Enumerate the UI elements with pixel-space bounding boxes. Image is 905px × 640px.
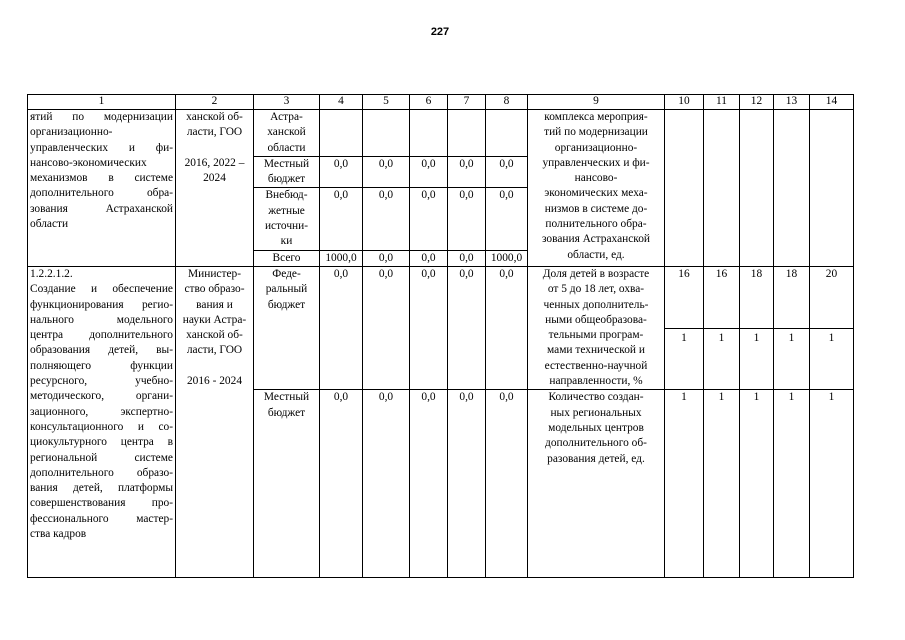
value-cell [448, 110, 486, 157]
text-line: ласти, ГОО [186, 126, 243, 139]
target-cell: 1 [774, 390, 810, 578]
value-cell: 0,0 [448, 390, 486, 578]
text-line: ными общеобразова- [545, 313, 647, 326]
text-line: ства кадров [30, 528, 87, 541]
text-line: области [267, 141, 306, 154]
col-header: 1 [28, 95, 176, 110]
text-line: фессионального мастер- [30, 512, 173, 525]
text-line: области [30, 218, 69, 231]
value-cell: 0,0 [363, 390, 410, 578]
text-line: дополнительного образо- [30, 466, 173, 479]
value-cell: 0,0 [363, 156, 410, 188]
text-line: Астра- [270, 111, 303, 123]
text-line: 2016 - 2024 [186, 375, 243, 388]
text-line: нансово- [574, 172, 618, 185]
col-header: 5 [363, 95, 410, 110]
text-line: ство образо- [184, 283, 245, 296]
col-header: 3 [254, 95, 320, 110]
target-value: 18 [740, 267, 773, 329]
value-cell: 0,0 [448, 250, 486, 266]
target-cell: 1 [810, 390, 854, 578]
text-line: ханской [267, 126, 306, 139]
value-cell: 0,0 [448, 266, 486, 389]
value-cell: 0,0 [363, 250, 410, 266]
text-line: ханской об- [186, 111, 243, 123]
text-line: ных региональных [550, 406, 642, 419]
text-line: организационно- [30, 126, 113, 139]
indicator-cell [528, 390, 665, 578]
col-header: 6 [410, 95, 448, 110]
text-line [178, 359, 251, 374]
col-header: 11 [704, 95, 740, 110]
text-line: Количество создан- [548, 391, 644, 404]
text-line: образования детей, вы- [30, 344, 173, 357]
text-line: совершенствования про- [30, 497, 173, 510]
text-line: жетные [268, 204, 305, 217]
target-value: 1 [718, 331, 725, 344]
text-line: 2024 [203, 172, 226, 185]
text-line [178, 141, 251, 156]
text-line: механизмов в системе [30, 172, 173, 185]
text-line: Феде- [272, 267, 301, 280]
value-cell [486, 110, 528, 157]
text-line: ласти, ГОО [186, 344, 243, 357]
text-line: от 5 до 18 лет, охва- [547, 283, 645, 296]
funding-source-cell [254, 110, 320, 157]
target-value: 1 [681, 331, 687, 344]
text-line: вания и [196, 298, 233, 311]
text-line: Внебюд- [265, 189, 308, 202]
target-cell [740, 266, 774, 389]
text-line: зования Астраханской [30, 202, 173, 215]
text-line: 1.2.2.1.2. [30, 267, 73, 280]
text-line: циокультурного центра в [30, 436, 173, 449]
page-number: 227 [430, 26, 450, 38]
value-cell: 0,0 [363, 266, 410, 389]
text-line: мами технической и [547, 344, 645, 357]
target-value: 1 [828, 331, 835, 344]
text-line: центра дополнительного [30, 329, 173, 342]
text-line: управленческих и фи- [30, 141, 173, 154]
col-header: 12 [740, 95, 774, 110]
text-line: ятий по модернизации [30, 111, 173, 123]
funding-source-cell [254, 156, 320, 188]
text-line: полняющего функции [30, 359, 173, 372]
table-row [28, 266, 854, 389]
text-line: полнительного обра- [545, 218, 647, 231]
target-value: 1 [788, 331, 795, 344]
text-line: разования детей, ед. [547, 452, 645, 465]
value-cell: 0,0 [320, 188, 363, 250]
text-line: ресурсного, учебно- [30, 375, 173, 388]
funding-source-cell [254, 188, 320, 250]
value-cell: 0,0 [410, 156, 448, 188]
target-cell [774, 110, 810, 267]
executor-cell [176, 110, 254, 267]
target-cell [665, 110, 704, 267]
column-number-row [28, 95, 854, 110]
text-line: нального модельного [30, 313, 173, 326]
target-value: 18 [774, 267, 809, 329]
value-cell [410, 110, 448, 157]
text-line: направленности, % [549, 375, 643, 388]
value-cell: 0,0 [448, 188, 486, 250]
target-cell [810, 266, 854, 389]
measures-table [27, 94, 854, 578]
col-header: 14 [810, 95, 854, 110]
text-line: естественно-научной [544, 359, 648, 372]
measure-name-cell [28, 110, 176, 267]
text-line: тий по модернизации [544, 126, 648, 139]
value-cell: 1000,0 [320, 250, 363, 266]
target-cell [740, 110, 774, 267]
text-line: ханской об- [186, 329, 243, 342]
text-line: региональной системе [30, 451, 173, 464]
text-line: консультационного и со- [30, 420, 173, 433]
text-line: низмов в системе до- [544, 202, 648, 215]
text-line: модельных центров [548, 421, 644, 434]
value-cell: 0,0 [486, 266, 528, 389]
text-line: тельными програм- [548, 329, 644, 342]
text-line: комплекса мероприя- [544, 111, 648, 123]
value-cell: 0,0 [410, 250, 448, 266]
text-line: Всего [272, 251, 301, 264]
text-line: нансово-экономических [30, 156, 147, 169]
funding-source-cell [254, 250, 320, 266]
text-line: науки Астра- [182, 313, 247, 326]
indicator-cell [528, 266, 665, 389]
text-line: бюджет [267, 406, 306, 419]
value-cell: 0,0 [410, 266, 448, 389]
text-line: зования Астраханской [541, 233, 651, 246]
target-cell: 1 [665, 390, 704, 578]
target-cell [774, 266, 810, 389]
text-line: Доля детей в возрасте [542, 267, 650, 280]
col-header: 13 [774, 95, 810, 110]
text-line: ченных дополнитель- [543, 298, 649, 311]
value-cell [320, 110, 363, 157]
text-line: ральный [265, 283, 308, 296]
target-cell [665, 266, 704, 389]
value-cell: 0,0 [320, 156, 363, 188]
text-line: дополнительного обра- [30, 187, 173, 200]
text-line: функционирования регио- [30, 298, 173, 311]
value-cell: 0,0 [448, 156, 486, 188]
target-value: 1 [753, 331, 760, 344]
value-cell: 1000,0 [486, 250, 528, 266]
text-line: дополнительного об- [545, 437, 647, 450]
text-line: Местный [263, 157, 310, 170]
value-cell: 0,0 [486, 156, 528, 188]
target-value: 16 [665, 267, 703, 329]
text-line: 2016, 2022 – [184, 156, 245, 169]
col-header: 9 [528, 95, 665, 110]
text-line: управленческих и фи- [542, 156, 650, 169]
text-line: бюджет [267, 298, 306, 311]
value-cell: 0,0 [320, 266, 363, 389]
target-value: 16 [704, 267, 739, 329]
text-line: вания детей, платформы [30, 482, 173, 495]
target-cell: 1 [740, 390, 774, 578]
text-line: методического, органи- [30, 390, 173, 403]
value-cell: 0,0 [363, 188, 410, 250]
target-value: 20 [810, 267, 853, 329]
text-line: области, ед. [567, 248, 625, 261]
value-cell: 0,0 [486, 390, 528, 578]
text-line: Создание и обеспечение [30, 283, 173, 296]
target-cell [704, 110, 740, 267]
text-line: Министер- [188, 267, 241, 280]
col-header: 4 [320, 95, 363, 110]
col-header: 7 [448, 95, 486, 110]
value-cell: 0,0 [320, 390, 363, 578]
col-header: 2 [176, 95, 254, 110]
text-line: организационно- [554, 141, 638, 154]
measure-name-cell [28, 266, 176, 577]
text-line: зационного, экспертно- [30, 405, 173, 418]
text-line: источни- [264, 220, 309, 233]
col-header: 8 [486, 95, 528, 110]
value-cell: 0,0 [486, 188, 528, 250]
col-header: 10 [665, 95, 704, 110]
text-line: бюджет [267, 173, 306, 186]
value-cell: 0,0 [410, 390, 448, 578]
target-cell: 1 [704, 390, 740, 578]
indicator-cell [528, 110, 665, 267]
value-cell: 0,0 [410, 188, 448, 250]
target-cell [810, 110, 854, 267]
funding-source-cell [254, 390, 320, 578]
text-line: ки [280, 235, 293, 248]
target-cell [704, 266, 740, 389]
table-row [28, 110, 854, 157]
executor-cell [176, 266, 254, 577]
text-line: Местный [263, 391, 310, 404]
funding-source-cell [254, 266, 320, 389]
value-cell [363, 110, 410, 157]
text-line: экономических меха- [544, 187, 648, 200]
